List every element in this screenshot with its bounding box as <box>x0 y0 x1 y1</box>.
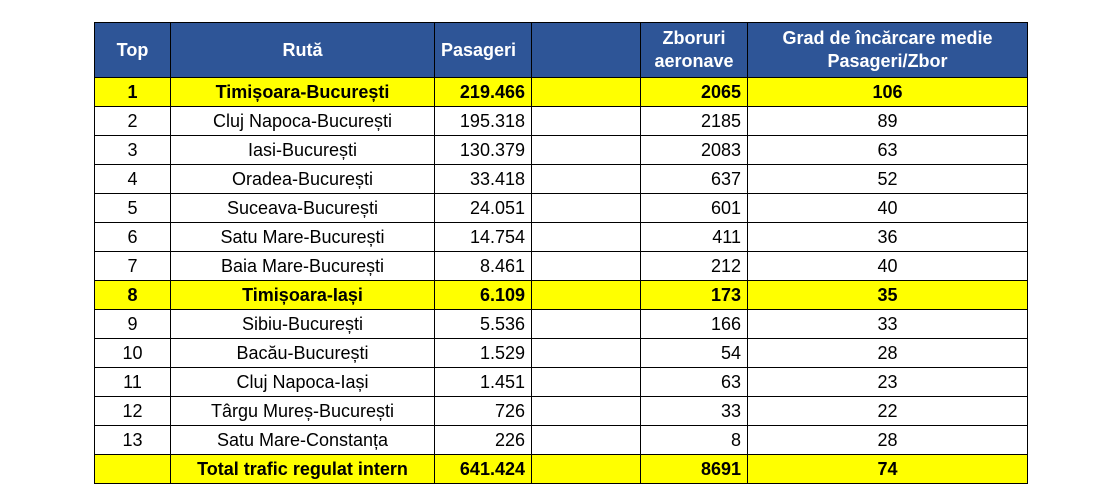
row-load: 36 <box>748 223 1028 252</box>
row-passengers: 1.451 <box>435 368 532 397</box>
table-row <box>95 165 1028 194</box>
row-route: Târgu Mureș-București <box>171 397 435 426</box>
row-route: Oradea-București <box>171 165 435 194</box>
row-top: 9 <box>95 310 171 339</box>
table-row <box>95 426 1028 455</box>
row-passengers: 14.754 <box>435 223 532 252</box>
row-blank <box>532 223 641 252</box>
header-route: Rută <box>171 23 435 78</box>
row-flights: 637 <box>641 165 748 194</box>
row-passengers: 33.418 <box>435 165 532 194</box>
row-top: 12 <box>95 397 171 426</box>
row-flights: 2185 <box>641 107 748 136</box>
table-row <box>95 310 1028 339</box>
row-top: 1 <box>95 78 171 107</box>
row-blank <box>532 194 641 223</box>
row-route: Suceava-București <box>171 194 435 223</box>
row-top: 6 <box>95 223 171 252</box>
row-route: Timișoara-Iași <box>171 281 435 310</box>
header-load-line1: Grad de încărcare medie <box>782 28 993 48</box>
table-row <box>95 368 1028 397</box>
total-row <box>95 455 1028 484</box>
row-blank <box>532 397 641 426</box>
table-row <box>95 194 1028 223</box>
table-body <box>95 78 1028 455</box>
row-top: 4 <box>95 165 171 194</box>
row-blank <box>532 107 641 136</box>
row-passengers: 5.536 <box>435 310 532 339</box>
row-passengers: 24.051 <box>435 194 532 223</box>
row-top: 3 <box>95 136 171 165</box>
row-blank <box>532 252 641 281</box>
row-route: Timișoara-București <box>171 78 435 107</box>
header-blank <box>532 23 641 78</box>
row-flights: 33 <box>641 397 748 426</box>
row-flights: 601 <box>641 194 748 223</box>
row-route: Cluj Napoca-București <box>171 107 435 136</box>
row-load: 40 <box>748 252 1028 281</box>
row-top: 10 <box>95 339 171 368</box>
row-blank <box>532 78 641 107</box>
row-blank <box>532 310 641 339</box>
total-load: 74 <box>748 455 1028 484</box>
row-top: 11 <box>95 368 171 397</box>
total-label: Total trafic regulat intern <box>171 455 435 484</box>
header-row <box>95 23 1028 78</box>
row-load: 22 <box>748 397 1028 426</box>
row-flights: 173 <box>641 281 748 310</box>
header-flights-line2: aeronave <box>654 51 734 71</box>
row-flights: 54 <box>641 339 748 368</box>
total-passengers: 641.424 <box>435 455 532 484</box>
row-flights: 63 <box>641 368 748 397</box>
table-row <box>95 252 1028 281</box>
row-load: 52 <box>748 165 1028 194</box>
row-flights: 8 <box>641 426 748 455</box>
row-passengers: 226 <box>435 426 532 455</box>
row-flights: 2083 <box>641 136 748 165</box>
row-route: Cluj Napoca-Iași <box>171 368 435 397</box>
total-flights: 8691 <box>641 455 748 484</box>
row-flights: 212 <box>641 252 748 281</box>
table-row <box>95 78 1028 107</box>
row-load: 33 <box>748 310 1028 339</box>
row-route: Satu Mare-Constanța <box>171 426 435 455</box>
row-passengers: 195.318 <box>435 107 532 136</box>
row-route: Satu Mare-București <box>171 223 435 252</box>
row-flights: 411 <box>641 223 748 252</box>
row-blank <box>532 136 641 165</box>
header-load-factor <box>748 23 1028 78</box>
total-top <box>95 455 171 484</box>
total-blank <box>532 455 641 484</box>
row-route: Sibiu-București <box>171 310 435 339</box>
table-row <box>95 136 1028 165</box>
table-row <box>95 223 1028 252</box>
row-passengers: 219.466 <box>435 78 532 107</box>
row-route: Bacău-București <box>171 339 435 368</box>
header-top: Top <box>95 23 171 78</box>
row-route: Baia Mare-București <box>171 252 435 281</box>
row-blank <box>532 339 641 368</box>
header-passengers: Pasageri <box>435 23 532 78</box>
row-route: Iasi-București <box>171 136 435 165</box>
row-top: 7 <box>95 252 171 281</box>
row-load: 40 <box>748 194 1028 223</box>
row-passengers: 1.529 <box>435 339 532 368</box>
row-load: 63 <box>748 136 1028 165</box>
row-load: 89 <box>748 107 1028 136</box>
row-top: 5 <box>95 194 171 223</box>
row-load: 23 <box>748 368 1028 397</box>
row-passengers: 6.109 <box>435 281 532 310</box>
row-passengers: 8.461 <box>435 252 532 281</box>
row-load: 28 <box>748 426 1028 455</box>
row-flights: 166 <box>641 310 748 339</box>
row-blank <box>532 281 641 310</box>
table-row <box>95 107 1028 136</box>
row-load: 106 <box>748 78 1028 107</box>
row-passengers: 726 <box>435 397 532 426</box>
row-load: 35 <box>748 281 1028 310</box>
header-load-line2: Pasageri/Zbor <box>827 51 948 71</box>
table-row <box>95 397 1028 426</box>
row-flights: 2065 <box>641 78 748 107</box>
row-top: 13 <box>95 426 171 455</box>
row-top: 8 <box>95 281 171 310</box>
row-blank <box>532 426 641 455</box>
table-row <box>95 339 1028 368</box>
header-flights <box>641 23 748 78</box>
row-passengers: 130.379 <box>435 136 532 165</box>
table-row <box>95 281 1028 310</box>
header-flights-line1: Zboruri <box>662 28 726 48</box>
row-top: 2 <box>95 107 171 136</box>
row-load: 28 <box>748 339 1028 368</box>
route-traffic-table <box>94 22 1028 484</box>
row-blank <box>532 368 641 397</box>
row-blank <box>532 165 641 194</box>
